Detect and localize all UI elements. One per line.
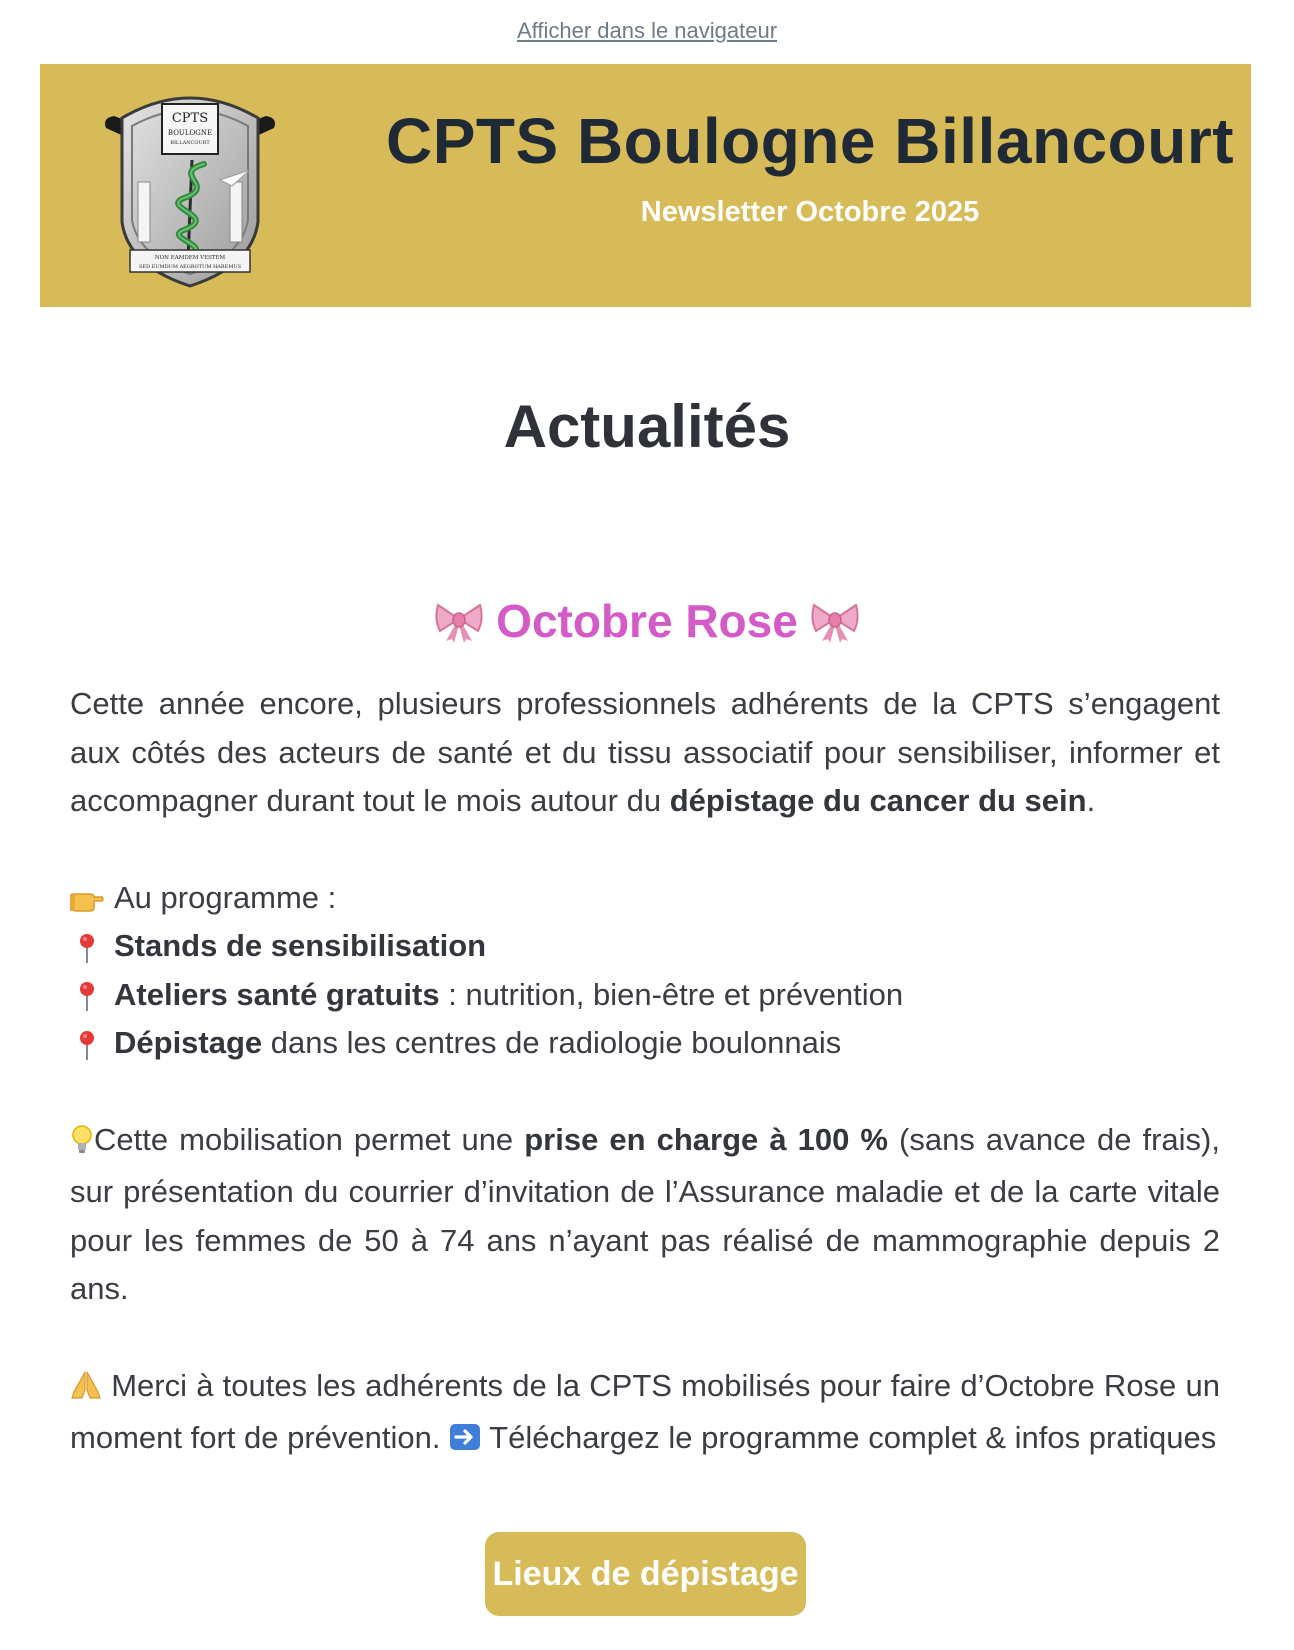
brand-title: CPTS Boulogne Billancourt [385, 105, 1235, 177]
svg-text:BOULOGNE: BOULOGNE [167, 129, 213, 137]
program-item: Ateliers santé gratuits : nutrition, bien-être et prévention [70, 971, 1220, 1020]
pin-icon [70, 922, 104, 971]
pointing-hand-icon [70, 874, 104, 923]
section-title: Actualités [503, 393, 791, 460]
article-title [0, 594, 1294, 648]
svg-text:CPTS: CPTS [171, 111, 209, 126]
view-in-browser-link[interactable]: Afficher dans le navigateur [516, 18, 778, 43]
newsletter-header [40, 64, 1251, 307]
view-in-browser-wrap [0, 18, 1294, 44]
praying-hands-icon [70, 1366, 102, 1415]
article-body [70, 680, 1220, 1467]
screening-locations-button[interactable]: Lieux de dépistage [485, 1532, 806, 1616]
pin-icon [70, 1019, 104, 1068]
ribbon-bow-icon [810, 599, 860, 643]
intro-paragraph: Cette année encore, plusieurs professionnels adhérents de la CPTS s’engagent aux côtés des acteurs de santé et du tissu associatif pour sensibiliser, informer et accompagner durant tout le mois autour du dépistage du cancer du sein. [70, 686, 1220, 818]
right-arrow-icon [449, 1418, 481, 1467]
lightbulb-icon [70, 1120, 94, 1169]
article-title-text: Octobre Rose [496, 595, 798, 647]
thanks-paragraph: Merci à toutes les adhérents de la CPTS mobilisés pour faire d’Octobre Rose un moment fort de prévention. Téléchargez le programme complet & infos pratiques [70, 1362, 1220, 1467]
ribbon-bow-icon [434, 599, 484, 643]
svg-text:BILLANCOURT: BILLANCOURT [170, 140, 210, 146]
intro-highlight: dépistage du cancer du sein [669, 783, 1087, 818]
svg-text:SED EUMDUM AEGROTUM HABEMUS: SED EUMDUM AEGROTUM HABEMUS [138, 264, 242, 270]
program-item: Dépistage dans les centres de radiologie boulonnais [70, 1019, 1220, 1068]
program-item: Stands de sensibilisation [70, 922, 1220, 971]
coverage-paragraph: Cette mobilisation permet une prise en charge à 100 % (sans avance de frais), sur présentation du courrier d’invitation de l’Assurance maladie et de la carte vitale pour les femmes de 50 à 74 ans n’ayant pas réalisé de mammographie depuis 2 ans. [70, 1121, 1220, 1306]
svg-text:NON EAMDEM VESTEM: NON EAMDEM VESTEM [154, 255, 226, 261]
newsletter-subtitle: Newsletter Octobre 2025 [640, 196, 980, 228]
cpts-crest-logo [100, 82, 280, 290]
pin-icon [70, 971, 104, 1020]
coverage-highlight: prise en charge à 100 % [524, 1121, 888, 1157]
program-heading: Au programme : [70, 874, 1220, 923]
